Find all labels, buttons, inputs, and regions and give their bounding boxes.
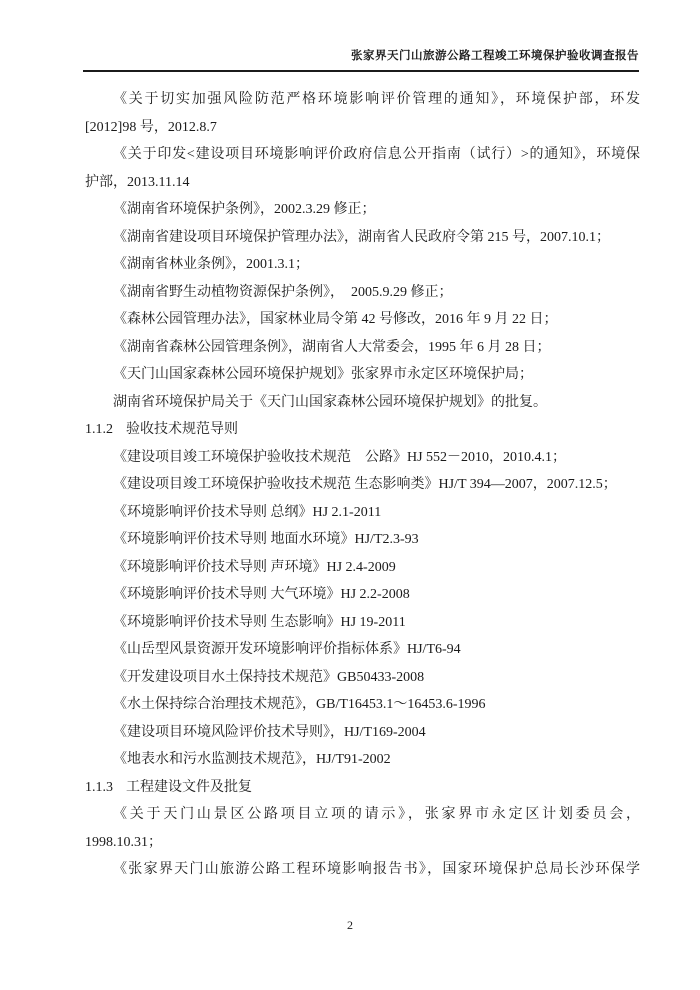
paragraph-line: 《关于切实加强风险防范严格环境影响评价管理的通知》，环境保护部，环发 — [113, 92, 640, 107]
paragraph-line: 《山岳型风景资源开发环境影响评价指标体系》HJ/T6-94 — [113, 642, 461, 657]
paragraph-line: 《水土保持综合治理技术规范》，GB/T16453.1～16453.6-1996 — [113, 697, 486, 712]
paragraph-line: 《开发建设项目水土保持技术规范》GB50433-2008 — [113, 669, 425, 685]
page-number: 2 — [347, 918, 353, 932]
paragraph-line: 《湖南省森林公园管理条例》，湖南省人大常委会，1995 年 6 月 28 日； — [113, 339, 551, 355]
document-body — [85, 86, 640, 884]
section-heading — [85, 774, 640, 802]
paragraph-line: 《关于天门山景区公路项目立项的请示》，张家界市永定区计划委员会， — [113, 807, 640, 822]
paragraph-line: 护部，2013.11.14 — [85, 174, 190, 190]
paragraph-line: 《地表水和污水监测技术规范》，HJ/T91-2002 — [113, 752, 391, 767]
running-header: 张家界天门山旅游公路工程竣工环境保护验收调查报告 — [83, 49, 639, 72]
paragraph-line: [2012]98 号，2012.8.7 — [85, 119, 217, 135]
paragraph-line: 《湖南省建设项目环境保护管理办法》，湖南省人民政府令第 215 号，2007.10.1； — [113, 229, 610, 245]
paragraph-line: 《建设项目环境风险评价技术导则》，HJ/T169-2004 — [113, 724, 426, 740]
section-heading — [85, 416, 640, 444]
paragraph-line: 《环境影响评价技术导则 地面水环境》HJ/T2.3-93 — [113, 532, 419, 547]
paragraph-line: 《环境影响评价技术导则 生态影响》HJ 19-2011 — [113, 614, 406, 630]
paragraph-line: 《天门山国家森林公园环境保护规划》张家界市永定区环境保护局； — [113, 367, 533, 382]
paragraph-line: 《环境影响评价技术导则 大气环境》HJ 2.2-2008 — [113, 587, 410, 602]
paragraph-line: 《关于印发<建设项目环境影响评价政府信息公开指南（试行）>的通知》，环境保 — [113, 147, 640, 162]
paragraph-line: 《湖南省环境保护条例》，2002.3.29 修正； — [113, 202, 376, 217]
paragraph-line: 《森林公园管理办法》，国家林业局令第 42 号修改，2016 年 9 月 22 日； — [113, 312, 558, 327]
section-number: 1.1.3 — [85, 779, 113, 795]
paragraph-line: 《湖南省林业条例》，2001.3.1； — [113, 257, 309, 272]
section-title: 验收技术规范导则 — [126, 422, 238, 437]
paragraph-line: 《湖南省野生动植物资源保护条例》， 2005.9.29 修正； — [113, 284, 453, 300]
paragraph-line: 《张家界天门山旅游公路工程环境影响报告书》，国家环境保护总局长沙环保学 — [113, 862, 640, 877]
paragraph-line: 湖南省环境保护局关于《天门山国家森林公园环境保护规划》的批复。 — [113, 394, 547, 410]
section-number: 1.1.2 — [85, 422, 113, 437]
paragraph-line: 《建设项目竣工环境保护验收技术规范 公路》HJ 552－2010，2010.4.1； — [113, 449, 567, 465]
section-title: 工程建设文件及批复 — [126, 779, 252, 795]
paragraph-line: 《建设项目竣工环境保护验收技术规范 生态影响类》HJ/T 394—2007，2007.12.5； — [113, 477, 617, 492]
paragraph-line: 《环境影响评价技术导则 声环境》HJ 2.4-2009 — [113, 559, 396, 575]
paragraph-line: 《环境影响评价技术导则 总纲》HJ 2.1-2011 — [113, 504, 382, 520]
paragraph-line: 1998.10.31； — [85, 834, 162, 850]
